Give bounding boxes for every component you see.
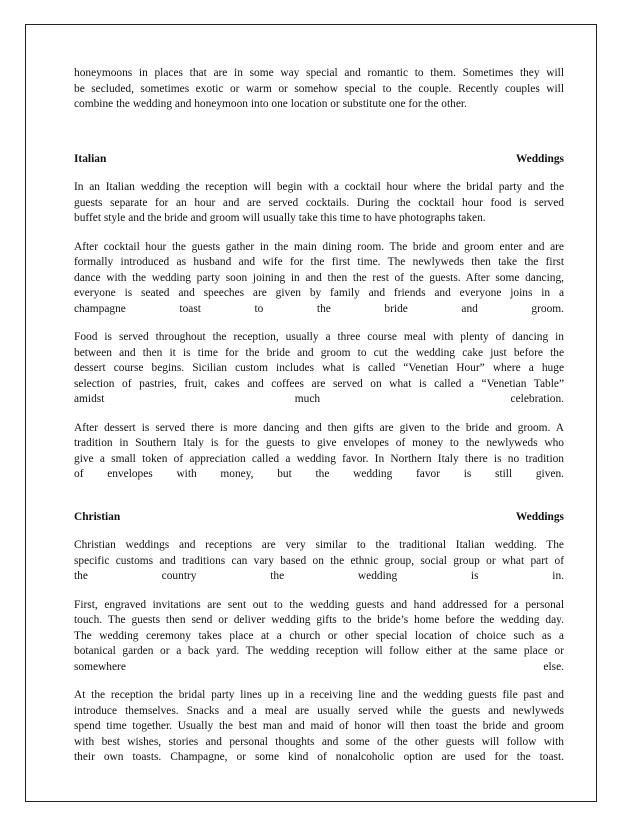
paragraph <box>74 240 564 318</box>
text-line: with best wishes, stories and personal thoughts and some of the other guests will follow with <box>74 735 564 748</box>
text-line: somewhere else. <box>74 660 564 673</box>
text-line: of envelopes with money, but the wedding favor is still given. <box>74 468 564 480</box>
text-line: Christian weddings and receptions are very similar to the traditional Italian wedding. The <box>74 539 564 551</box>
text-line: specific customs and traditions can vary based on the ethnic group, social group or what part of <box>74 554 564 567</box>
heading-left: Italian <box>74 152 107 165</box>
text-line: formally introduced as husband and wife for the first time. The newlyweds then take the first <box>74 256 564 268</box>
text-line: everyone is seated and speeches are given by family and friends and everyone joins in a <box>74 287 564 299</box>
intro-paragraph <box>74 66 564 113</box>
paragraph <box>74 330 564 408</box>
heading-right: Weddings <box>515 510 564 523</box>
text-line: dance with the wedding party soon joining in and then the rest of the guests. After some dancing, <box>74 271 564 284</box>
text-line: buffet style and the bride and groom will usually take this time to have photographs taken. <box>74 212 486 224</box>
text-line: honeymoons in places that are in some way special and romantic to them. Sometimes they will <box>74 67 564 79</box>
text-line: selection of pastries, fruit, cakes and coffees are served on what is called a “Venetian Table” <box>74 377 564 390</box>
text-line: spend time together. Usually the best man and maid of honor will then toast the bride and groom <box>74 720 564 732</box>
text-line: between and then it is time for the bride and groom to cut the wedding cake just before the <box>74 346 564 359</box>
section-heading-christian <box>74 510 564 526</box>
heading-right: Weddings <box>515 152 564 165</box>
text-line: be secluded, sometimes exotic or warm or somehow special to the couple. Recently couples will <box>74 82 564 95</box>
paragraph <box>74 598 564 676</box>
paragraph <box>74 421 564 483</box>
document-body <box>74 66 564 779</box>
text-line: amidst much celebration. <box>74 393 564 405</box>
paragraph <box>74 538 564 585</box>
heading-left: Christian <box>74 510 121 523</box>
text-line: give a small token of appreciation called a wedding favor. In Northern Italy there is no tradition <box>74 452 564 465</box>
text-line: champagne toast to the bride and groom. <box>74 302 564 315</box>
text-line: After dessert is served there is more dancing and then gifts are given to the bride and groom. A <box>74 421 564 434</box>
text-line: botanical garden or a back yard. The wedding reception will follow either at the same place or <box>74 645 564 657</box>
text-line: dessert course begins. Sicilian custom includes what is called “Venetian Hour” where a huge <box>74 362 564 374</box>
text-line: tradition in Southern Italy is for the guests to give envelopes of money to the newlyweds who <box>74 437 564 449</box>
text-line: guests separate for an hour and are served cocktails. During the cocktail hour food is served <box>74 196 564 209</box>
section-heading-italian <box>74 152 564 168</box>
text-line: First, engraved invitations are sent out to the wedding guests and hand addressed for a personal <box>74 598 564 611</box>
text-line: the country the wedding is in. <box>74 570 564 582</box>
text-line: The wedding ceremony takes place at a church or other special location of choice such as a <box>74 629 564 642</box>
text-line: touch. The guests then send or deliver wedding gifts to the bride’s home before the wedding day. <box>74 614 564 626</box>
text-line: their own toasts. Champagne, or some kind of nonalcoholic option are used for the toast. <box>74 751 564 763</box>
text-line: At the reception the bridal party lines up in a receiving line and the wedding guests file past and <box>74 689 564 701</box>
text-line: After cocktail hour the guests gather in the main dining room. The bride and groom enter and are <box>74 240 564 253</box>
paragraph <box>74 180 564 227</box>
paragraph <box>74 688 564 766</box>
text-line: In an Italian wedding the reception will begin with a cocktail hour where the bridal party and the <box>74 181 564 193</box>
text-line: Food is served throughout the reception, usually a three course meal with plenty of dancing in <box>74 331 564 343</box>
text-line: combine the wedding and honeymoon into one location or substitute one for the other. <box>74 98 467 110</box>
text-line: introduce themselves. Snacks and a meal are usually served while the guests and newlyweds <box>74 704 564 717</box>
